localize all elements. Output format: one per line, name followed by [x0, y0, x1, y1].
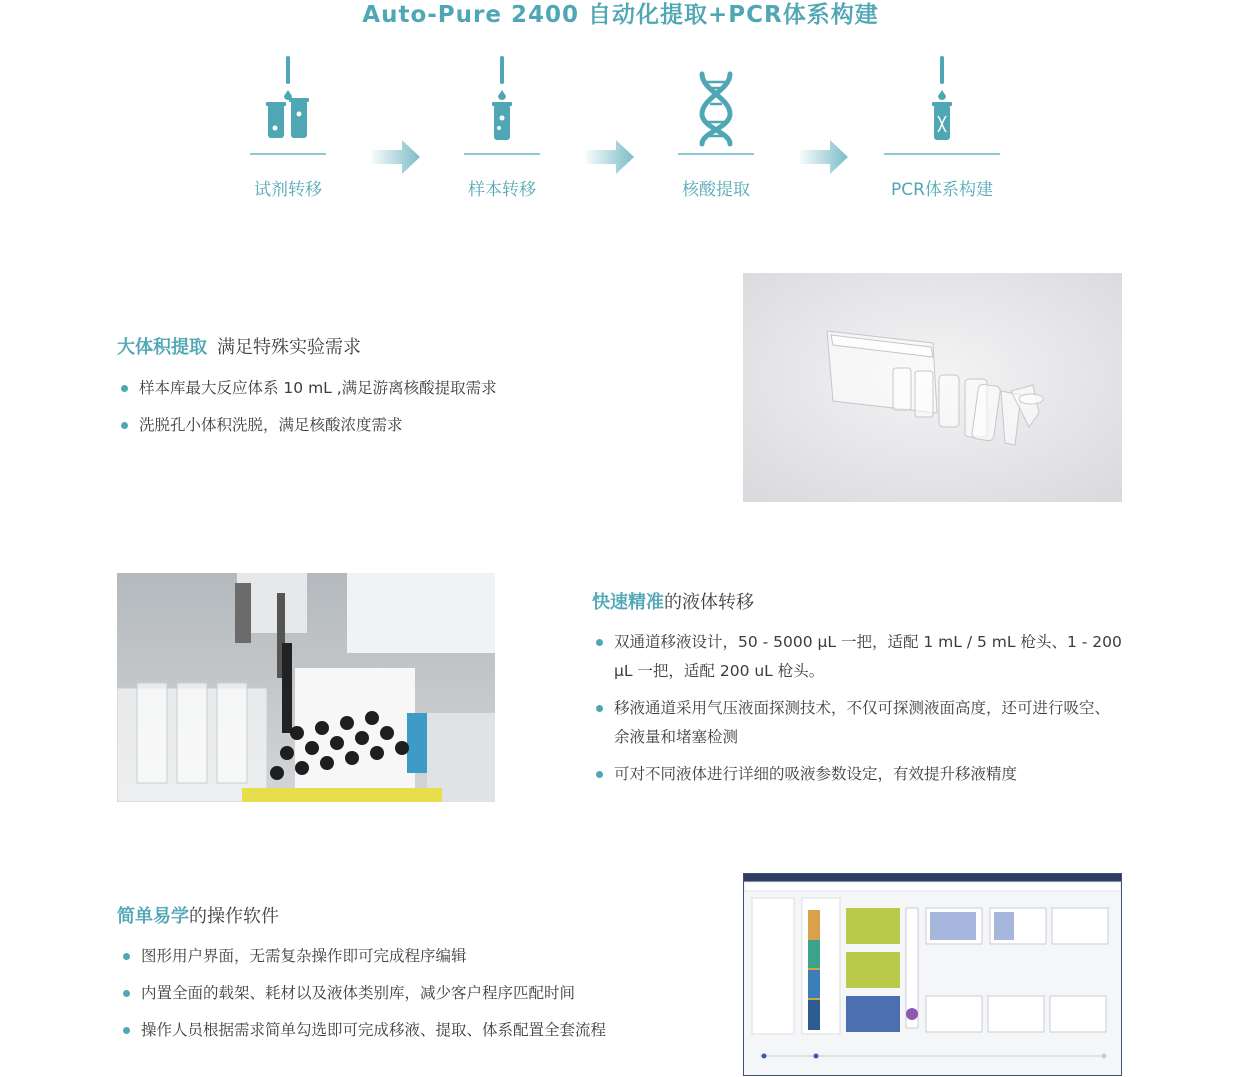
step-label: 核酸提取 — [682, 180, 750, 200]
list-item: 操作人员根据需求简单勾选即可完成移液、提取、体系配置全套流程 — [119, 1016, 679, 1045]
arrow-right-icon — [800, 140, 848, 174]
list-item: 洗脱孔小体积洗脱，满足核酸浓度需求 — [117, 411, 597, 440]
consumables-photo — [743, 273, 1122, 502]
list-item: 内置全面的载架、耗材以及液体类别库，减少客户程序匹配时间 — [119, 979, 679, 1008]
arrow-right-icon — [586, 140, 634, 174]
pipetting-robot-photo — [117, 573, 495, 802]
workflow-step-extraction — [636, 52, 796, 200]
step-underline — [884, 153, 1000, 155]
page-title: Auto-Pure 2400 自动化提取+PCR体系构建 — [362, 2, 879, 28]
workflow-step-sample — [422, 52, 582, 200]
bullet-list-large-volume — [117, 374, 597, 440]
workflow-step-pcr — [862, 52, 1022, 200]
section-heading-easy-software — [117, 902, 279, 928]
workflow-step-reagent — [208, 52, 368, 200]
reagent-tubes-icon — [258, 52, 318, 147]
step-underline — [250, 153, 326, 155]
heading-accent: 简单易学 — [117, 906, 189, 927]
section-heading-fast-accurate — [592, 588, 754, 614]
step-label: PCR体系构建 — [891, 180, 993, 200]
step-label: 试剂转移 — [254, 180, 322, 200]
pcr-tube-icon — [912, 52, 972, 147]
arrow-right-icon — [372, 140, 420, 174]
list-item: 可对不同液体进行详细的吸液参数设定，有效提升移液精度 — [592, 760, 1124, 789]
list-item: 移液通道采用气压液面探测技术，不仅可探测液面高度，还可进行吸空、余液量和堵塞检测 — [592, 694, 1124, 752]
bullet-list-easy-software — [119, 942, 679, 1045]
heading-rest: 的操作软件 — [189, 906, 279, 927]
heading-accent: 快速精准 — [592, 592, 664, 613]
section-heading-large-volume — [117, 333, 361, 359]
list-item: 双通道移液设计，50 - 5000 µL 一把，适配 1 mL / 5 mL 枪头、1 - 200 µL 一把，适配 200 uL 枪头。 — [592, 628, 1124, 686]
heading-accent: 大体积提取 — [117, 337, 207, 358]
heading-rest: 满足特殊实验需求 — [217, 337, 361, 358]
dna-helix-icon — [686, 52, 746, 147]
list-item: 样本库最大反应体系 10 mL ,满足游离核酸提取需求 — [117, 374, 597, 403]
bullet-list-fast-accurate — [592, 628, 1124, 789]
step-underline — [464, 153, 540, 155]
list-item: 图形用户界面，无需复杂操作即可完成程序编辑 — [119, 942, 679, 971]
sample-tube-icon — [472, 52, 532, 147]
software-screenshot — [743, 873, 1122, 1076]
step-label: 样本转移 — [468, 180, 536, 200]
step-underline — [678, 153, 754, 155]
heading-rest: 的液体转移 — [664, 592, 754, 613]
